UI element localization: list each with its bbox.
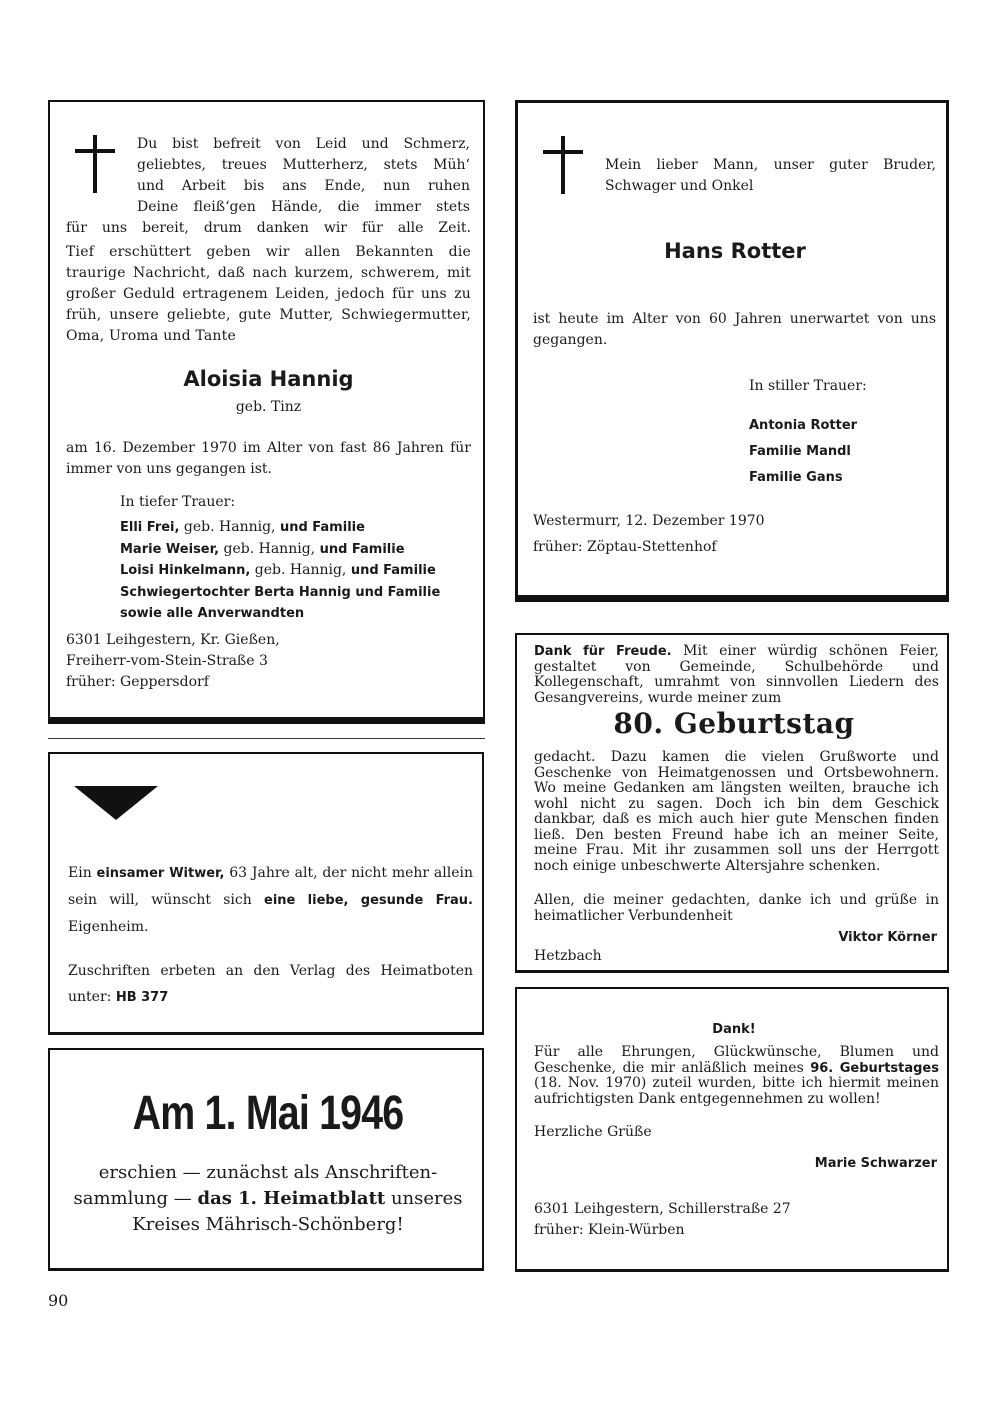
thanks-96th-birthday [515,987,949,1272]
thanks-paragraph-2: gedacht. Dazu kamen die vielen Grußworte und Geschenke von Heimatgenossen und Ortsbewohnern. Wo meine Gedanken am längsten weilten, brauche ich wohl nicht zu sagen. Doch ich bin dem Geschick dankbar, daß es mich auch hier gute Menschen finden ließ. Den besten Freund habe ich an meiner Seite, meine Frau. Mit ihr zusammen soll uns der Herrgott noch einige unbeschwerte Altersjahre schenken. [534,749,939,874]
mourner: Antonia Rotter [749,418,858,433]
cross-icon [75,135,115,195]
place: Hetzbach [534,948,602,964]
signature: Viktor Körner [838,930,937,945]
obituary-hannig [48,100,485,724]
history-text: erschien — zunächst als Anschriften- sammlung — das 1. Heimatblatt unseres Kreises Mährisch-Schönberg! [73,1162,463,1235]
mourner: Marie Weiser, geb. Hannig, und Familie [120,540,405,557]
thanks-paragraph-3: Allen, die meiner gedachten, danke ich und grüße in heimatlicher Verbundenheit [534,892,939,924]
address [66,630,280,693]
mourner: Elli Frei, geb. Hannig, und Familie [120,519,365,535]
thanks-text: Für alle Ehrungen, Glückwünsche, Blumen und Geschenke, die mir anläßlich meines 96. Geburtstages (18. Nov. 1970) zuteil wurden, bitte ich hiermit meinen aufrichtigsten Dank entgegennehmen zu wollen! [534,1044,939,1107]
address [534,1199,791,1241]
death-notice: am 16. Dezember 1970 im Alter von fast 86 Jahren für immer von uns gegangen ist. [66,440,471,477]
greeting: Herzliche Grüße [534,1124,652,1140]
thanks-paragraph-1: Dank für Freude. Mit einer würdig schönen Feier, gestaltet von Gemeinde, Schulbehörde und Kollegenschaft, umrahmt von sinnvollen Liedern des Gesangvereins, wurde meiner zum [534,643,939,706]
thanks-80th-birthday [515,633,949,973]
birthday-headline: 80. Geburtstag [613,707,855,740]
verse: Du bist befreit von Leid und Schmerz, geliebtes, treues Mutterherz, stets Müh‘ und Arbeit bis ans Ende, nun ruhen Deine fleiß‘gen Hände, die immer stets [137,136,470,215]
address-line: 6301 Leihgestern, Kr. Gießen, [66,632,280,648]
ad-text: Ein einsamer Witwer, 63 Jahre alt, der nicht mehr allein sein will, wünscht sich eine liebe, gesunde Frau. Eigenheim. [68,865,473,935]
signature: Marie Schwarzer [814,1156,937,1171]
cross-icon [543,136,583,196]
mourner: Familie Mandl [749,444,851,459]
address-line: 6301 Leihgestern, Schillerstraße 27 [534,1201,791,1217]
triangle-down-icon [74,784,158,820]
birth-name: geb. Tinz [235,399,302,415]
mourners-list [120,517,471,625]
mourning-label: In stiller Trauer: [749,378,867,394]
mourners-list [749,413,857,491]
thanks-title: Dank! [712,1022,756,1037]
mourner: Loisi Hinkelmann, geb. Hannig, und Familie [120,562,436,578]
address-line: früher: Geppersdorf [66,674,209,690]
obituary-intro: Tief erschüttert geben wir allen Bekannten die traurige Nachricht, daß nach kurzem, schwerem, mit großer Geduld ertragenem Leiden, jedoch für uns zu früh, unsere geliebte, gute Mutter, Schwiegermutter, Oma, Uroma und Tante [66,244,471,344]
address-line: Freiherr-vom-Stein-Straße 3 [66,653,268,669]
obituary-rotter [515,100,949,602]
obituary-intro: Mein lieber Mann, unser guter Bruder, Schwager und Onkel [605,157,936,194]
former-home: früher: Zöptau-Stettenhof [533,539,717,555]
deceased-name: Hans Rotter [664,239,806,263]
history-notice [48,1048,484,1271]
death-notice: ist heute im Alter von 60 Jahren unerwartet von uns gegangen. [533,311,936,348]
verse-last-line: für uns bereit, drum danken wir für alle Zeit. [66,220,471,236]
page-number: 90 [48,1291,69,1310]
divider [48,738,485,739]
history-headline: Am 1. Mai 1946 [132,1087,404,1140]
address-line: früher: Klein-Würben [534,1222,685,1238]
mourner: sowie alle Anverwandten [120,606,305,621]
ad-contact: Zuschriften erbeten an den Verlag des Heimatboten unter: HB 377 [68,963,473,1005]
deceased-name: Aloisia Hannig [183,367,354,391]
place-date: Westermurr, 12. Dezember 1970 [533,513,765,529]
mourner: Schwiegertochter Berta Hannig und Familie [120,584,441,600]
mourning-label: In tiefer Trauer: [120,494,236,510]
mourner: Familie Gans [749,470,843,485]
personal-ad [48,752,484,1035]
